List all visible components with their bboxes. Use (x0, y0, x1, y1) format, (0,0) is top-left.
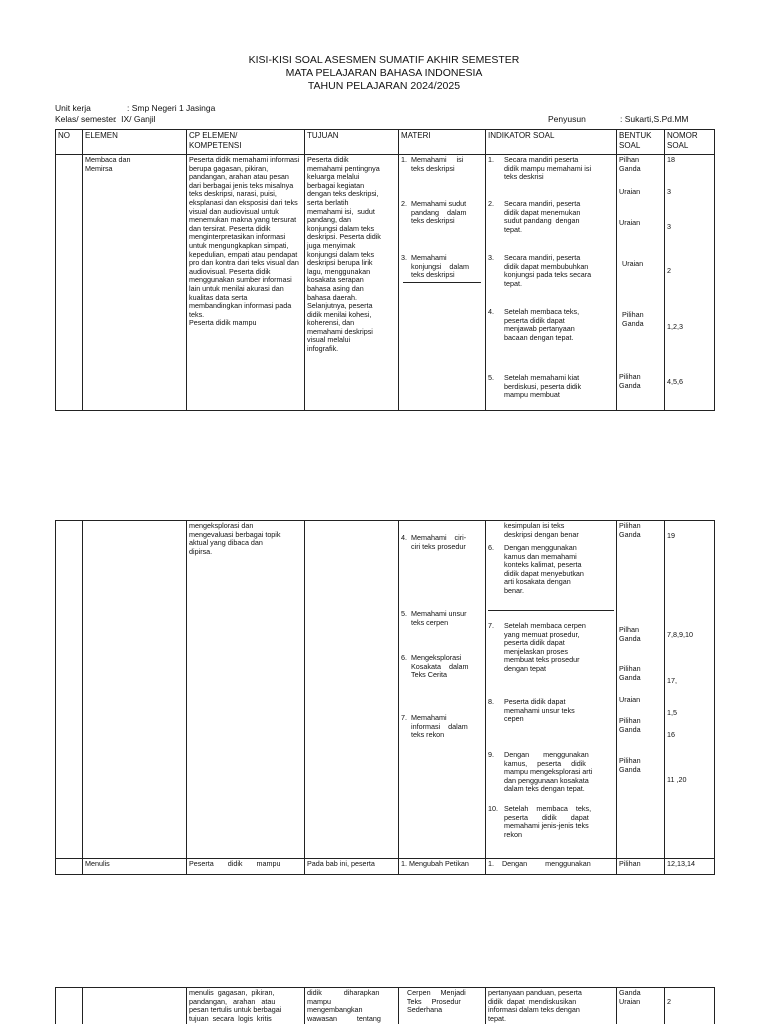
cell-elemen (83, 521, 187, 859)
materi-num: 4. (401, 533, 407, 542)
cell-no (56, 859, 83, 875)
bentuk-item: Pilhan Ganda (619, 155, 641, 173)
bentuk-item: Pilihan Ganda (619, 664, 641, 682)
nomor-item: 4,5,6 (667, 377, 683, 386)
table-header-row (56, 130, 715, 155)
bentuk-item: Uraian (619, 187, 641, 196)
table-row (56, 155, 715, 411)
indikator-num: 6. (488, 543, 494, 552)
cell-tujuan: Pada bab ini, peserta (305, 859, 399, 875)
cell-nomor (665, 988, 715, 1024)
indikator-item: Setelah memahami kiat berdiskusi, peserta didik mampu membuat (504, 373, 582, 400)
indikator-item: Peserta didik dapat memahami unsur teks cepen (504, 697, 575, 724)
penyusun-label: Penyusun (548, 114, 586, 124)
bentuk-item: Pilihan Ganda (619, 521, 641, 539)
cell-nomor (665, 521, 715, 859)
nomor-item: 2 (667, 997, 671, 1006)
cell-cp: Peserta didik mampu (187, 859, 305, 875)
materi-item: Memahami sudut pandang dalam teks deskripsi (411, 199, 467, 226)
cell-bentuk (617, 155, 665, 411)
cell-bentuk (617, 521, 665, 859)
indikator-item: Setelah membaca teks, peserta didik dapat menjawab pertanyaan bacaan dengan tepat. (504, 307, 580, 342)
bentuk-item: Uraian (619, 218, 641, 227)
materi-num: 7. (401, 713, 407, 722)
doc-title-line2: MATA PELAJARAN BAHASA INDONESIA (285, 67, 483, 79)
cell-indikator: pertanyaan panduan, peserta didik dapat mendiskusikan informasi dalam teks dengan tepat. (486, 988, 617, 1024)
materi-item: Memahami informasi dalam teks rekon (411, 713, 468, 740)
indikator-num: 5. (488, 373, 494, 382)
kelas-label: Kelas/ semester (55, 114, 116, 124)
unit-value: : Smp Negeri 1 Jasinga (127, 103, 216, 113)
indikator-num: 4. (488, 307, 494, 316)
cell-indikator (486, 155, 617, 411)
cell-tujuan (305, 521, 399, 859)
materi-num: 1. (401, 155, 407, 164)
col-nomor: NOMOR SOAL (665, 130, 715, 155)
cell-nomor: 12,13,14 (665, 859, 715, 875)
bentuk-item: Uraian (619, 695, 641, 704)
divider-line (403, 282, 481, 283)
nomor-item: 1,2,3 (667, 322, 683, 331)
doc-title-line1: KISI-KISI SOAL ASESMEN SUMATIF AKHIR SEMESTER (248, 54, 520, 66)
cell-elemen: Menulis (83, 859, 187, 875)
indikator-num: 1. (488, 155, 494, 164)
nomor-item: 1,5 (667, 708, 677, 717)
nomor-item: 19 (667, 531, 675, 540)
materi-num: 6. (401, 653, 407, 662)
bentuk-item: Pilhan Ganda (619, 625, 641, 643)
doc-title-line3: TAHUN PELAJARAN 2024/2025 (307, 80, 461, 92)
cell-cp: mengeksplorasi dan mengevaluasi berbagai topik aktual yang dibaca dan dipirsa. (187, 521, 305, 859)
divider-line (488, 610, 614, 611)
cell-no (56, 988, 83, 1024)
cell-no (56, 521, 83, 859)
bentuk-item: Uraian (622, 259, 644, 268)
materi-num: 3. (401, 253, 407, 262)
kisi-table-part1 (55, 129, 715, 411)
table-row-menulis (56, 859, 715, 875)
cell-materi: 1. Mengubah Petikan (399, 859, 486, 875)
nomor-item: 3 (667, 187, 671, 196)
col-elemen: ELEMEN (83, 130, 187, 155)
col-indikator: INDIKATOR SOAL (486, 130, 617, 155)
cell-materi (399, 155, 486, 411)
cell-bentuk: Pilihan (617, 859, 665, 875)
cell-cp: menulis gagasan, pikiran, pandangan, arahan atau pesan tertulis untuk berbagai tujuan secara logis kritis (187, 988, 305, 1024)
indikator-item: Secara mandiri, peserta didik dapat membubuhkan konjungsi pada teks secara tepat. (504, 253, 592, 288)
cell-tujuan: didik diharapkan mampu mengembangkan wawasan tentang (305, 988, 399, 1024)
materi-item: Memahami konjungsi dalam teks deskripsi (411, 253, 469, 280)
cell-nomor (665, 155, 715, 411)
cell-materi: Cerpen Menjadi Teks Prosedur Sederhana (399, 988, 486, 1024)
materi-item: Memahami ciri- ciri teks prosedur (411, 533, 467, 551)
materi-item: Mengeksplorasi Kosakata dalam Teks Cerita (411, 653, 469, 680)
nomor-item: 16 (667, 730, 675, 739)
indikator-item: Secara mandiri, peserta didik dapat menemukan sudut pandang dengan tepat. (504, 199, 581, 234)
bentuk-item: Pilihan Ganda (619, 372, 641, 390)
indikator-continued: kesimpulan isi teks deskripsi dengan benar (504, 521, 579, 539)
materi-item: Memahami isi teks deskripsi (411, 155, 464, 173)
kelas-value: : IX/ Ganjil (114, 114, 156, 124)
nomor-item: 18 (667, 155, 675, 164)
col-tujuan: TUJUAN (305, 130, 399, 155)
indikator-num: 7. (488, 621, 494, 630)
cell-elemen: Membaca dan Memirsa (83, 155, 187, 411)
cell-indikator: 1. Dengan menggunakan (486, 859, 617, 875)
bentuk-item: Pilihan Ganda (619, 756, 641, 774)
bentuk-item: Pilihan Ganda (622, 310, 644, 328)
cell-tujuan: Peserta didik memahami pentingnya keluarga melalui berbagai kegiatan dengan teks deskripsi, serta berlatih memahami isi, sudut pandang, dan konjungsi dalam teks deskripsi. Peserta didik juga menyimak konjungsi dalam teks deskripsi berupa lirik lagu, menggunakan kosakata serapan bahasa asing dan bahasa daerah. Selanjutnya, peserta didik menilai kohesi, koherensi, dan memahami deskripsi visual melalui infografik. (305, 155, 399, 411)
bentuk-item: Pilihan Ganda (619, 716, 641, 734)
indikator-item: Setelah membaca cerpen yang memuat prosedur, peserta didik dapat menjelaskan proses membuat teks prosedur dengan tepat (504, 621, 586, 673)
indikator-item: Secara mandiri peserta didik mampu memahami isi teks deskrisi (504, 155, 592, 182)
table-row (56, 521, 715, 859)
nomor-item: 3 (667, 222, 671, 231)
nomor-item: 11 ,20 (667, 775, 687, 784)
indikator-num: 10. (488, 804, 498, 813)
cell-indikator (486, 521, 617, 859)
nomor-item: 17, (667, 676, 677, 685)
indikator-num: 8. (488, 697, 494, 706)
table-row (56, 988, 715, 1024)
indikator-num: 9. (488, 750, 494, 759)
cell-elemen (83, 988, 187, 1024)
col-no: NO (56, 130, 83, 155)
kisi-table-part2 (55, 520, 715, 875)
cell-no (56, 155, 83, 411)
cell-cp: Peserta didik memahami informasi berupa gagasan, pikiran, pandangan, arahan atau pesan dari berbagai jenis teks misalnya teks deskripsi, narasi, puisi, eksplanasi dan eksposisi dari teks visual dan audiovisual untuk menemukan makna yang tersurat dan tersirat. Peserta didik menginterpretasikan informasi untuk mengungkapkan simpati, kepedulian, empati atau pendapat pro dan kontra dari teks visual dan audiovisual. Peserta didik menggunakan sumber informasi lain untuk menilai akurasi dan kualitas data serta membandingkan informasi pada teks. Peserta didik mampu (187, 155, 305, 411)
col-cp: CP ELEMEN/ KOMPETENSI (187, 130, 305, 155)
indikator-item: Dengan menggunakan kamus, peserta didik mampu mengeksplorasi arti dan penggunaan kosakata dalam teks dengan tepat. (504, 750, 593, 794)
kisi-table-part3 (55, 987, 715, 1024)
col-materi: MATERI (399, 130, 486, 155)
nomor-item: 2 (667, 266, 671, 275)
materi-num: 5. (401, 609, 407, 618)
col-bentuk: BENTUK SOAL (617, 130, 665, 155)
materi-item: Memahami unsur teks cerpen (411, 609, 467, 627)
unit-label: Unit kerja (55, 103, 91, 113)
nomor-item: 7,8,9,10 (667, 630, 693, 639)
cell-bentuk: Ganda Uraian (617, 988, 665, 1024)
indikator-num: 3. (488, 253, 494, 262)
cell-materi (399, 521, 486, 859)
indikator-item: Setelah membaca teks, peserta didik dapat memahami jenis-jenis teks rekon (504, 804, 592, 839)
indikator-num: 2. (488, 199, 494, 208)
penyusun-value: : Sukarti,S.Pd.MM (620, 114, 689, 124)
materi-num: 2. (401, 199, 407, 208)
indikator-item: Dengan menggunakan kamus dan memahami konteks kalimat, peserta didik dapat menyebutkan arti kosakata dengan benar. (504, 543, 584, 595)
